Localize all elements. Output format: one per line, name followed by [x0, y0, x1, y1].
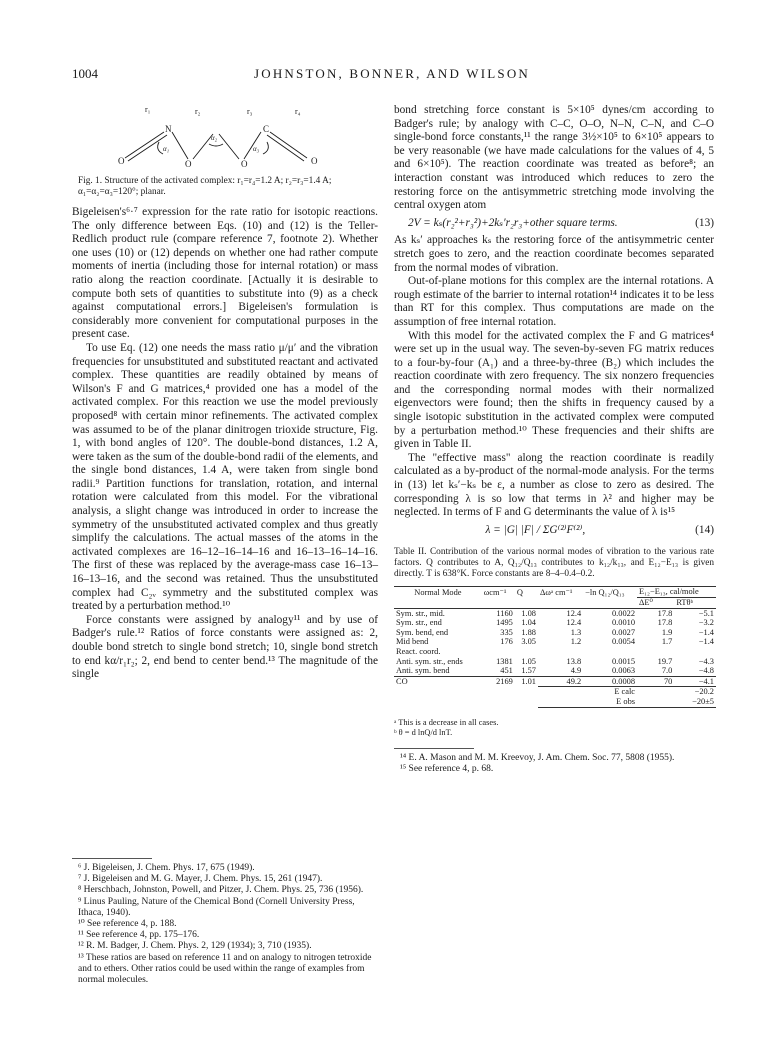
right-paragraph-3: Out-of-plane motions for this complex are the internal rotations. A rough estimate of the barrier to internal rotation¹⁴ indicates it to be less than RT for this complex. Thus computations are made on the assumption of free internal rotation. [394, 275, 714, 328]
footnote-13: ¹³ These ratios are based on reference 11 and on analogy to nitrogen tetroxide and to ethers. Other ratios could be used within the range of examples from normal molecules. [78, 952, 372, 986]
table-row [394, 657, 716, 667]
table-cell: 1.88 [521, 627, 536, 637]
table-cell [482, 647, 515, 657]
table-cell: 1.05 [521, 656, 536, 666]
left-paragraph-1: Bigeleisen's⁶·⁷ expression for the rate ratio for isotopic reactions. The only difference between Eqs. (10) and (12) is the Teller-Redlich product rule (compare reference 7, footnote 2). Whether one uses (10) or (12) depends on whether one had rather compute moments of inertia (including those for internal rotation) or mass ratio along the reaction coordinate. [Actually it is desirable to compute both sets of quantities to substitute into (9) as a check against computational errors.] Bigeleisen's formulation is considerably more convenient for computational purposes in the present case. [72, 206, 378, 341]
figure-1-structure [115, 104, 335, 174]
table-cell: 0.0010 [611, 618, 636, 628]
table-cell: 1.9 [661, 627, 673, 637]
equation-13-number: (13) [695, 216, 714, 229]
bond-label-r3: r₃ [247, 107, 253, 116]
table-cell: 1495 [496, 618, 513, 628]
angle-a1: α₁ [163, 145, 170, 153]
table-cell: 1.57 [515, 666, 538, 676]
table-cell: 13.8 [566, 656, 582, 666]
table-cell [583, 598, 637, 609]
running-head: JOHNSTON, BONNER, AND WILSON [254, 66, 530, 81]
table-row [394, 618, 716, 628]
co-row-label: CO [396, 677, 408, 686]
equation-14-body: λ = |G| |F| / ΣG⁽²⁾F⁽²⁾, [485, 523, 586, 536]
table-cell: 1.7 [661, 637, 673, 647]
table-cell: 1381 [496, 656, 513, 666]
table-cell: 4.9 [538, 666, 583, 676]
table-cell: 7.0 [637, 666, 674, 676]
table-cell [394, 697, 482, 707]
table-cell: −1.4 [698, 627, 714, 637]
table-2-caption: Table II. Contribution of the various normal modes of vibration to the various rate factors. Q contributes to A, Q₁₂/Q₁₃ contributes to k₁₂/k₁₃, and E₁₂−E₁₃ is given directly. T is 638°K. Force constants are 8–4–0.4–0.2. [394, 547, 714, 580]
table-cell [394, 598, 482, 609]
atom-c: C [263, 124, 270, 134]
table-cell: 1.3 [570, 627, 582, 637]
bond-label-r2: r₂ [195, 107, 201, 116]
figure-1-caption: Fig. 1. Structure of the activated complex: r₁=r₄=1.2 A; r₂=r₃=1.4 A; α₁=α₂=α₃=120°; planar. [78, 176, 332, 197]
table-cell: 0.0022 [611, 608, 636, 618]
table-cell [482, 687, 515, 697]
atom-o-right: O [311, 156, 318, 166]
table-2 [394, 586, 716, 707]
table-cell [482, 598, 515, 609]
table-cell-mode: Sym. str., mid. [396, 608, 445, 618]
left-column [72, 104, 378, 682]
table-cell: 17.8 [657, 608, 673, 618]
table-cell: 0.0027 [611, 627, 636, 637]
table-cell: −4.1 [698, 676, 714, 686]
bond-label-r1: r₁ [145, 105, 151, 114]
footnote-11: ¹¹ See reference 4, pp. 175–176. [78, 930, 200, 941]
table-cell-mode: Anti. sym. bend [394, 666, 482, 676]
table-header-energy-group: E₁₂−E₁₃, cal/mole [637, 587, 716, 598]
table-cell: 3.05 [521, 637, 536, 647]
left-footnotes [72, 858, 378, 986]
right-paragraph-4: With this model for the activated complex the F and G matrices⁴ were set up in the usual way. The seven-by-seven FG matrix reduces to a four-by-four (A₁) and a three-by-three (B₂) which includes the reaction coordinate with zero frequency. The six nonzero frequencies and the corresponding normal modes with their normalized eigenvectors were found; then the shifts in frequency caused by a single isotopic substitution in the activated complex were computed by a perturbation method.¹⁰ These frequencies and their shifts are given in Table II. [394, 329, 714, 451]
equation-14-number: (14) [695, 523, 714, 536]
table-cell: 1.08 [521, 608, 536, 618]
table-cell: 451 [482, 666, 515, 676]
table-cell: 1.01 [521, 677, 536, 686]
table-row [394, 647, 716, 657]
right-paragraph-1: bond stretching force constant is 5×10⁵ dynes/cm according to Badger's rule; by analogy with C–C, O–O, N–N, C–N, and C–O single-bond force constants,¹¹ the range 3½×10⁵ to 6×10⁵ appears to be very reasonable (we have made calculations for the values of 4, 5 and 6×10⁵). The reaction coordinate was treated as before⁸; an interaction constant was introduced which reduces to zero the restoring force on the antisymmetric stretching mode involving the central oxygen atom [394, 104, 714, 212]
table-row [394, 666, 716, 676]
table-cell [538, 647, 583, 657]
table-row [394, 628, 716, 638]
table-cell: 2169 [496, 677, 513, 686]
right-column [394, 104, 714, 775]
table-cell: 17.8 [657, 618, 673, 628]
footnote-9: ⁹ Linus Pauling, Nature of the Chemical Bond (Cornell University Press, Ithaca, 1940). [78, 896, 355, 918]
left-paragraph-2: To use Eq. (12) one needs the mass ratio μ/μ′ and the vibration frequencies for unsubstituted and substituted reactant and activated complex. These quantities are readily obtained by means of Wilson's F and G matrices,⁴ provided one has a model of the activated complex. For this reaction we use the model previously proposed⁸ with certain minor refinements. The activated complex was assumed to be of the planar dinitrogen trioxide structure, Fig. 1, with bond angles of 120°. The double-bond distances, 1.2 A, were taken as the sum of the double-bond radii of the elements, and the single bond distances, 1.4 A, were taken from single bond radii.⁹ Partition functions for translation, rotation, and internal rotation were calculated from this model. For the vibrational analysis, a slight change was introduced in order to increase the symmetry of the unsubstituted activated complex and thus greatly simplify the calculations. The actual masses of the atoms in the activated complexes are 16–12–16–14–16 and 16–13–16–14–16. The first of these was replaced by the average-mass case 16–13–16–13–16, and the second was retained. Thus the unsubstituted complex had C₂ᵥ symmetry and the substituted complex was treated by a perturbation method.¹⁰ [72, 341, 378, 613]
table-header-delta-e: ΔE⁰ [637, 598, 674, 609]
table-cell: −3.2 [698, 618, 714, 628]
footnote-14: ¹⁴ E. A. Mason and M. M. Kreevoy, J. Am. Chem. Soc. 77, 5808 (1955). [400, 752, 675, 763]
right-footnotes [394, 748, 714, 775]
footnote-15: ¹⁵ See reference 4, p. 68. [400, 763, 494, 774]
table-cell-mode: Sym. bend, end [396, 627, 449, 637]
table-cell [515, 647, 538, 657]
table-cell [583, 647, 637, 657]
table-cell: −5.1 [698, 608, 714, 618]
left-paragraph-3: Force constants were assigned by analogy¹¹ and by use of Badger's rule.¹² Ratios of force constants were assigned as: 2, double bond stretch to single bond stretch; 10, single bond stretch to end kα/r₁r₂; 2, end bend to center bend.¹³ The magnitude of the single [72, 613, 378, 681]
equation-13 [394, 217, 714, 231]
e-obs-label: E obs [538, 697, 637, 707]
right-paragraph-5: The "effective mass" along the reaction coordinate is readily calculated as a by-product of the normal-mode analysis. For the terms in (13) let kₛ′−kₛ be ε, a number as close to zero as desired. The corresponding λ is so low that terms in λ² and higher may be neglected. In terms of F and G determinants the value of λ is¹⁵ [394, 451, 714, 519]
table-cell [482, 697, 515, 707]
table-header-delta-omega: Δωᵃ cm⁻¹ [538, 587, 583, 598]
table-cell [515, 697, 538, 707]
table-header-rt-theta: RTθᵇ [674, 598, 716, 609]
table-cell [515, 598, 538, 609]
table-row [394, 637, 716, 647]
table-cell [637, 647, 674, 657]
table-cell: 70 [663, 676, 673, 686]
e-calc-value: −20.2 [637, 687, 716, 697]
page-header [72, 66, 712, 86]
atom-n: N [165, 124, 172, 134]
table-header-q: Q [515, 587, 538, 598]
table-cell: 0.0008 [611, 676, 636, 686]
table-2-notes [394, 718, 714, 738]
bond-label-r4: r₄ [295, 107, 301, 116]
table-row [394, 608, 716, 618]
table-cell [674, 647, 716, 657]
table-header-omega: ωcm⁻¹ [482, 587, 515, 598]
table-note-b: ᵇ θ = d lnQ/d lnT. [394, 727, 453, 737]
table-2-body [394, 608, 716, 676]
equation-13-body: 2V = kₛ(r₂²+r₃²)+2kₛ′r₂r₃+other square terms. [408, 216, 618, 229]
table-cell: 1160 [496, 608, 513, 618]
footnote-rule-right [394, 748, 474, 749]
table-cell: 12.4 [566, 618, 582, 628]
table-header-mode: Normal Mode [394, 587, 482, 598]
footnote-rule [72, 858, 152, 859]
page-number: 1004 [72, 66, 98, 81]
footnote-10: ¹⁰ See reference 4, p. 188. [78, 919, 177, 930]
table-cell: 49.2 [566, 676, 582, 686]
table-cell: 19.7 [657, 656, 673, 666]
e-obs-value: −20±5 [637, 697, 716, 707]
table-cell-mode: React. coord. [396, 646, 441, 656]
table-cell: 0.0015 [611, 656, 636, 666]
footnote-7: ⁷ J. Bigeleisen and M. G. Mayer, J. Chem. Phys. 15, 261 (1947). [78, 874, 323, 885]
table-cell-mode: Anti. sym. str., ends [396, 656, 463, 666]
equation-14 [394, 524, 714, 538]
right-paragraph-2: As kₛ′ approaches kₛ the restoring force of the antisymmetric center stretch goes to zero, and the reaction coordinate becomes separated from the normal modes of vibration. [394, 234, 714, 274]
table-cell [394, 687, 482, 697]
table-cell: 176 [500, 637, 513, 647]
table-cell: 335 [500, 627, 513, 637]
table-cell: −4.3 [698, 656, 714, 666]
table-cell-mode: Sym. str., end [396, 618, 442, 628]
footnote-8: ⁸ Herschbach, Johnston, Powell, and Pitzer, J. Chem. Phys. 25, 736 (1956). [78, 885, 364, 896]
table-cell: 0.0054 [611, 637, 636, 647]
table-header-ln-q: −ln Q₁₂/Q₁₃ [583, 587, 637, 598]
table-cell: −1.4 [698, 637, 714, 647]
table-cell [515, 687, 538, 697]
e-calc-label: E calc [538, 687, 637, 697]
angle-a2: α₂ [211, 134, 218, 142]
table-cell: 1.2 [570, 637, 582, 647]
atom-o-left: O [118, 156, 125, 166]
table-cell: 12.4 [566, 608, 582, 618]
table-cell: 1.04 [521, 618, 536, 628]
table-cell [538, 598, 583, 609]
footnote-6: ⁶ J. Bigeleisen, J. Chem. Phys. 17, 675 (1949). [78, 863, 255, 873]
table-cell: −4.8 [674, 666, 716, 676]
table-cell: 0.0063 [583, 666, 637, 676]
angle-a3: α₃ [253, 145, 260, 153]
table-note-a: ᵃ This is a decrease in all cases. [394, 717, 499, 727]
table-cell-mode: Mid bend [396, 637, 429, 647]
atom-o-mid2: O [241, 159, 248, 169]
footnote-12: ¹² R. M. Badger, J. Chem. Phys. 2, 129 (1934); 3, 710 (1935). [78, 941, 312, 952]
atom-o-mid1: O [185, 159, 192, 169]
